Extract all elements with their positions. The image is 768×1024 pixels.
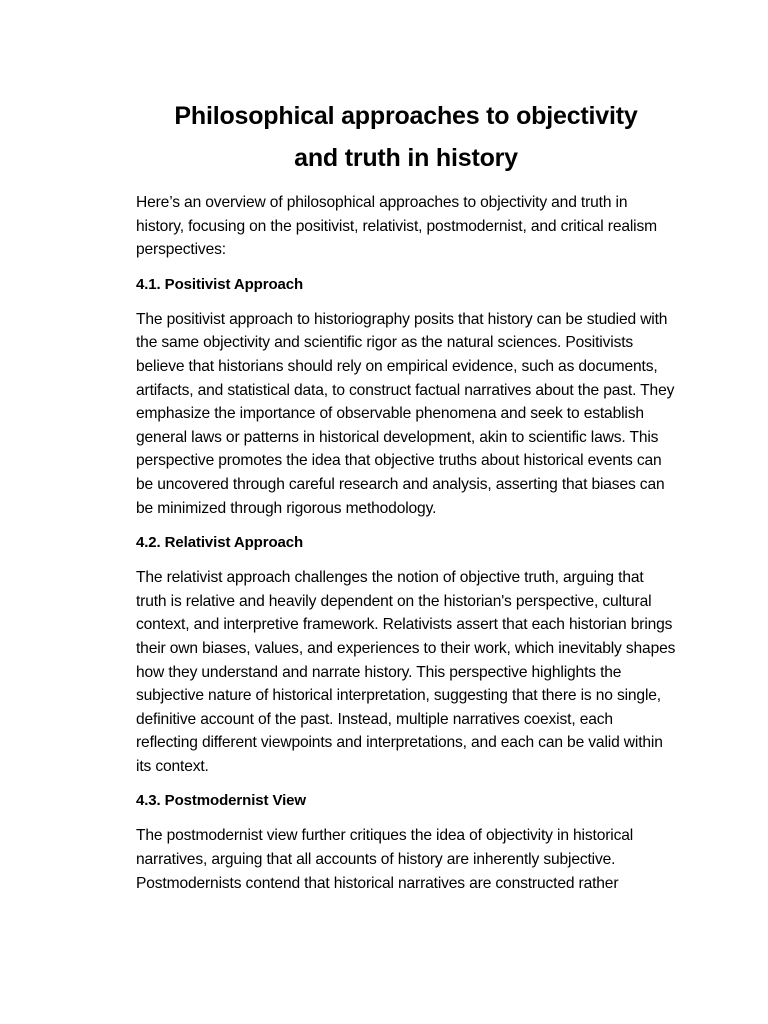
intro-paragraph: Here’s an overview of philosophical approaches to objectivity and truth in history, focusing on the positivist, relativist, postmodernist, and critical realism perspectives: <box>136 194 657 259</box>
section-heading-relativist: 4.2. Relativist Approach <box>136 534 304 552</box>
section-heading-positivist: 4.1. Positivist Approach <box>136 275 304 293</box>
document-title <box>136 95 676 179</box>
section-body-relativist: The relativist approach challenges the notion of objective truth, arguing that truth is relative and heavily dependent on the historian's perspective, cultural context, and interpretive framework. Relativists assert that each historian brings their own biases, values, and experiences to their work, which inevitably shapes how they understand and narrate history. This perspective highlights the subjective nature of historical interpretation, suggesting that there is no single, definitive account of the past. Instead, multiple narratives coexist, each reflecting different viewpoints and interpretations, and each can be valid within its context. <box>136 569 676 775</box>
section-body-postmodernist: The postmodernist view further critiques the idea of objectivity in historical narratives, arguing that all accounts of history are inherently subjective. Postmodernists contend that historical narratives are constructed rather <box>136 827 634 892</box>
section-heading-postmodernist: 4.3. Postmodernist View <box>136 792 306 810</box>
document-content <box>136 95 676 895</box>
section-body-positivist: The positivist approach to historiography posits that history can be studied with the same objectivity and scientific rigor as the natural sciences. Positivists believe that historians should rely on empirical evidence, such as documents, artifacts, and statistical data, to construct factual narratives about the past. They emphasize the importance of observable phenomena and seek to establish general laws or patterns in historical development, akin to scientific laws. This perspective promotes the idea that objective truths about historical events can be uncovered through careful research and analysis, asserting that biases can be minimized through rigorous methodology. <box>136 310 675 517</box>
title-line-2: and truth in history <box>294 144 518 172</box>
title-line-1: Philosophical approaches to objectivity <box>174 102 638 130</box>
